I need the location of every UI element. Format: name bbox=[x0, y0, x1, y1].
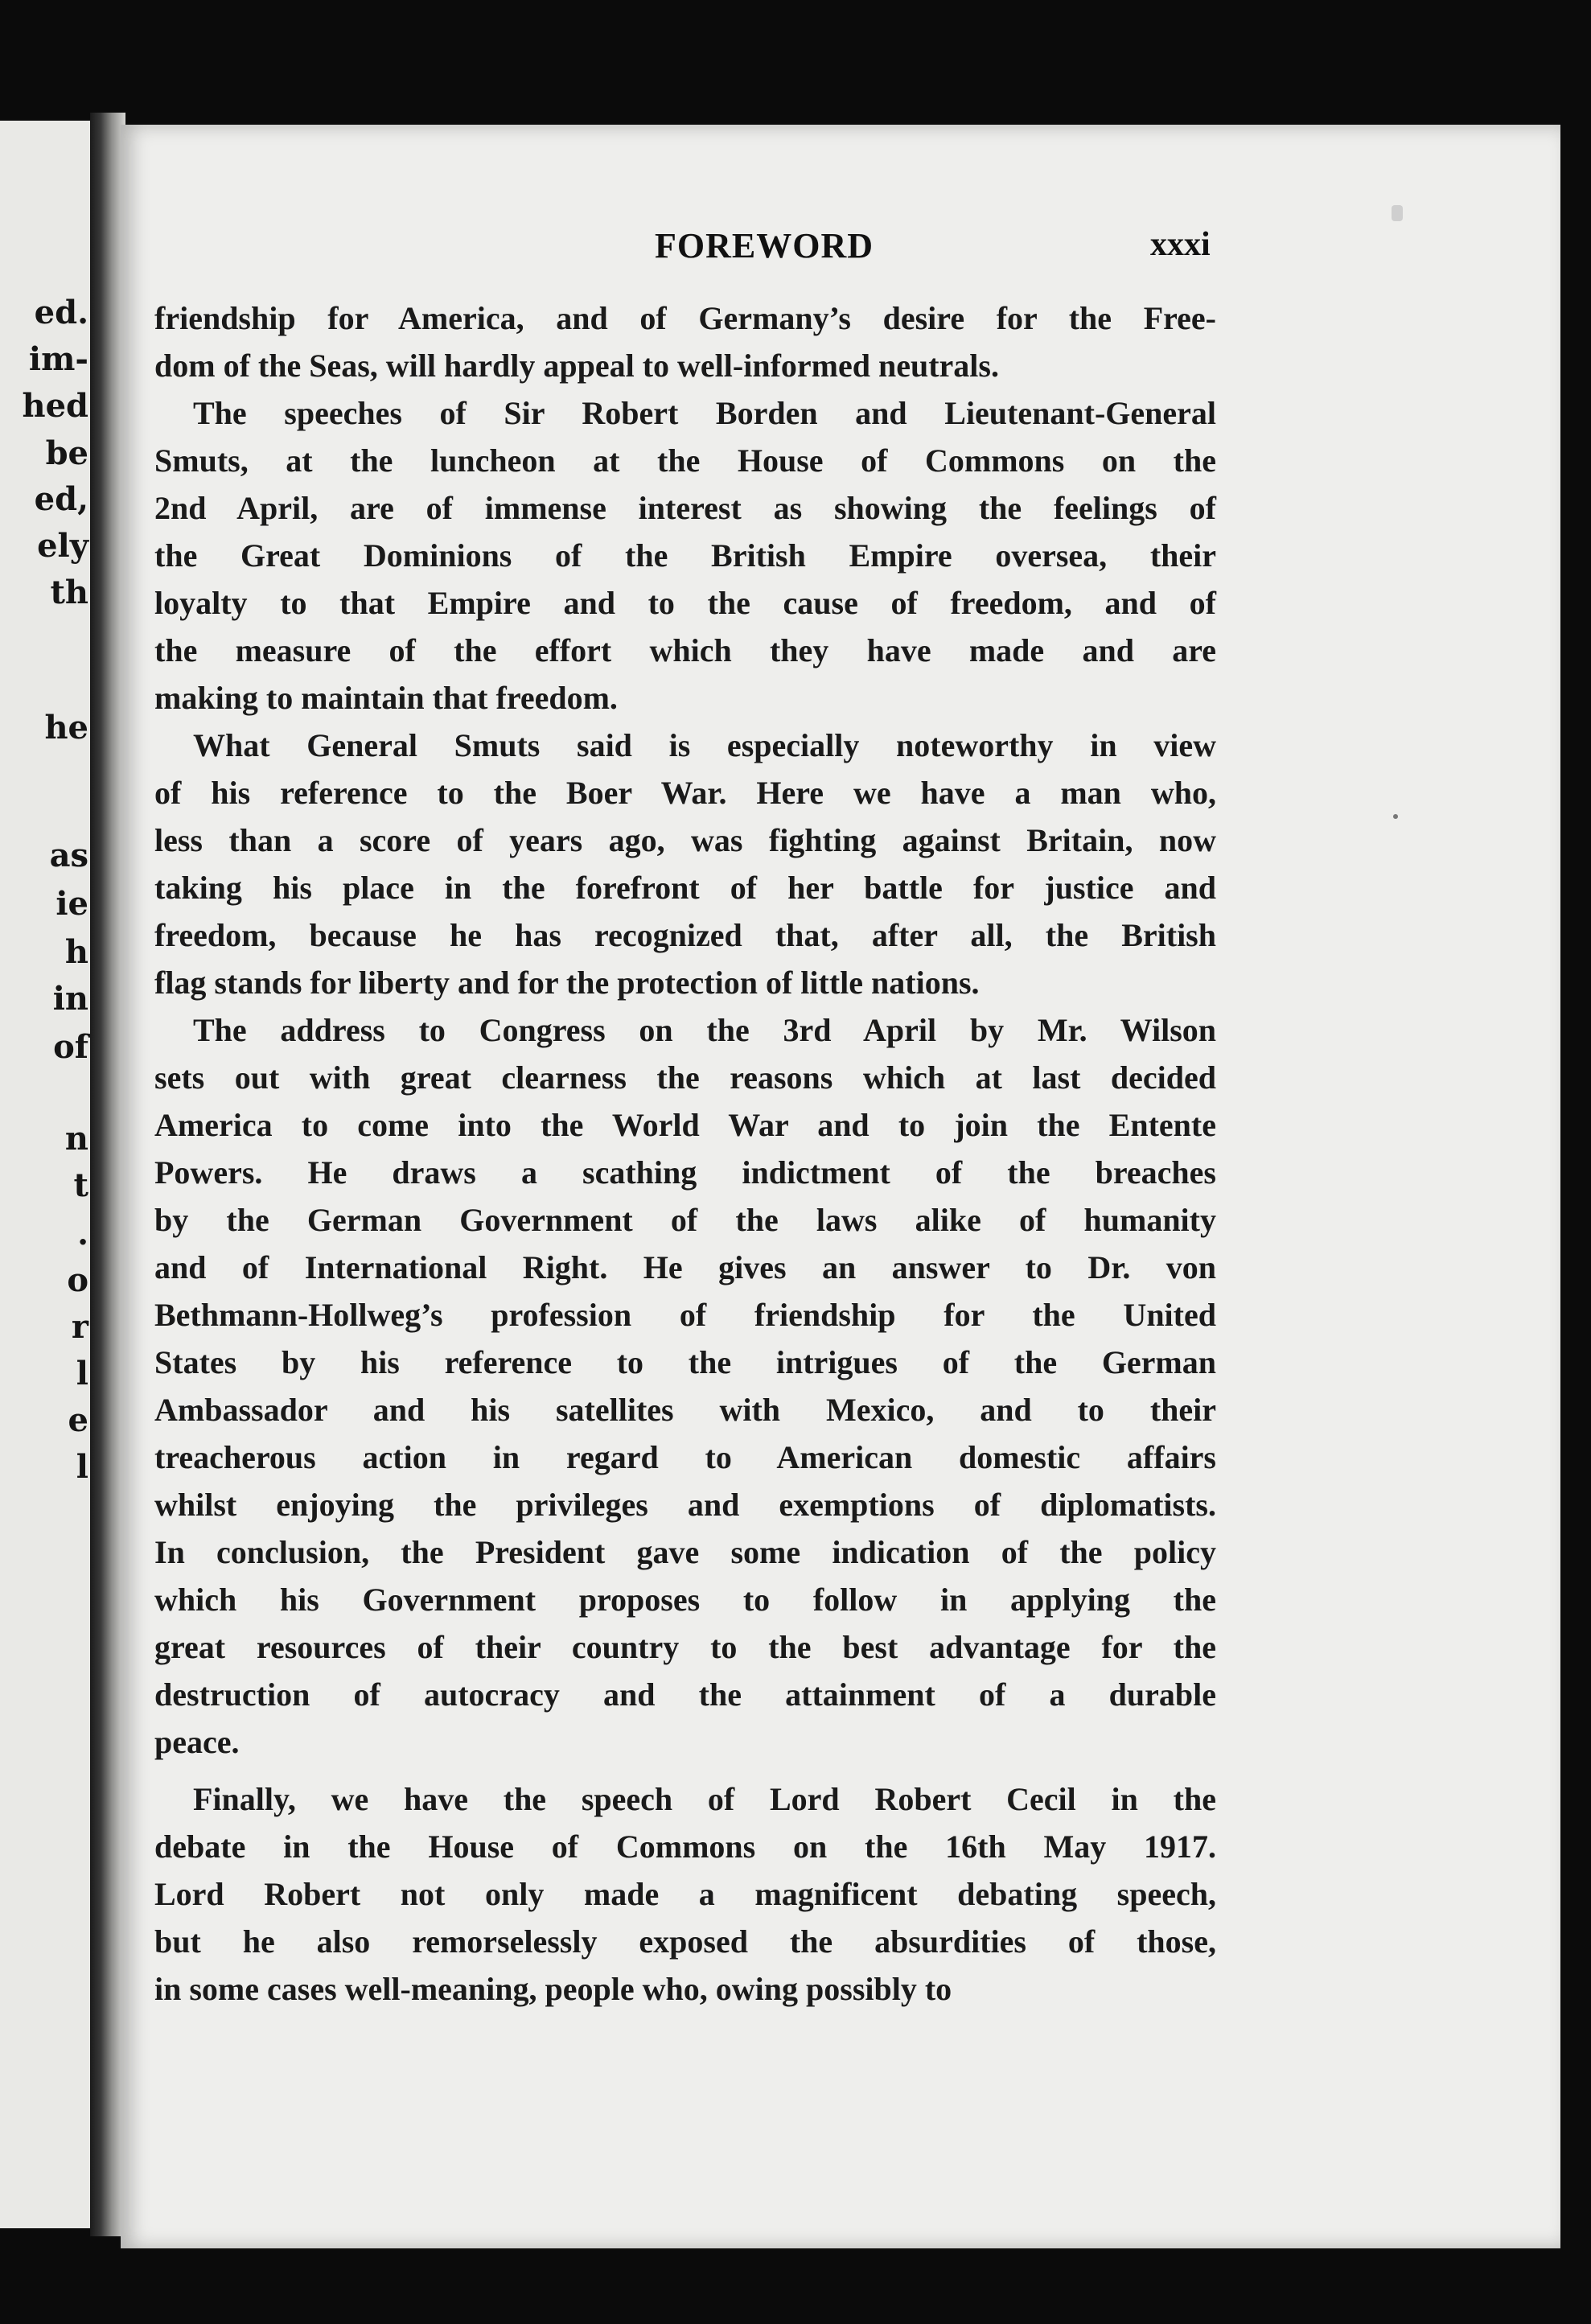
text-line: in some cases well-meaning, people who, owing possibly to bbox=[154, 1971, 952, 2007]
left-page-text-fragment: he bbox=[44, 709, 88, 747]
paragraph bbox=[154, 1006, 1216, 1766]
left-page-fragment bbox=[0, 121, 95, 2228]
text-line: making to maintain that freedom. bbox=[154, 680, 618, 716]
left-page-text-fragment: hed bbox=[22, 387, 88, 425]
page-speck bbox=[1392, 205, 1403, 221]
text-line: 2nd April, are of immense interest as showing the feelings of bbox=[154, 490, 1216, 526]
text-line: great resources of their country to the best advantage for the bbox=[154, 1629, 1216, 1665]
text-line: In conclusion, the President gave some indication of the policy bbox=[154, 1534, 1216, 1570]
paragraph bbox=[154, 389, 1216, 722]
paragraph bbox=[154, 722, 1216, 1006]
left-page-text-fragment: h bbox=[64, 933, 88, 971]
text-line: The speeches of Sir Robert Borden and Lieutenant-General bbox=[193, 395, 1216, 431]
text-line: and of International Right. He gives an answer to Dr. von bbox=[154, 1249, 1216, 1285]
text-line: sets out with great clearness the reasons which at last decided bbox=[154, 1059, 1216, 1096]
text-line: less than a score of years ago, was fighting against Britain, now bbox=[154, 822, 1216, 858]
text-line: Smuts, at the luncheon at the House of Commons on the bbox=[154, 442, 1216, 479]
text-line: treacherous action in regard to American domestic affairs bbox=[154, 1439, 1216, 1475]
text-line: destruction of autocracy and the attainment of a durable bbox=[154, 1676, 1216, 1713]
left-page-text-fragment: ie bbox=[56, 885, 88, 923]
left-page-text-fragment: ely bbox=[37, 527, 88, 565]
book-page bbox=[121, 125, 1560, 2248]
text-line: which his Government proposes to follow in applying the bbox=[154, 1582, 1216, 1618]
text-line: What General Smuts said is especially noteworthy in view bbox=[193, 727, 1216, 763]
text-line: whilst enjoying the privileges and exemptions of diplomatists. bbox=[154, 1487, 1216, 1523]
text-line: America to come into the World War and to join the Entente bbox=[154, 1107, 1216, 1143]
left-page-text-fragment: as bbox=[49, 837, 88, 874]
left-page-text-fragment: be bbox=[45, 434, 88, 472]
text-line: loyalty to that Empire and to the cause of freedom, and of bbox=[154, 585, 1216, 621]
text-line: freedom, because he has recognized that, after all, the British bbox=[154, 917, 1216, 953]
text-line: Bethmann-Hollweg’s profession of friendship for the United bbox=[154, 1297, 1216, 1333]
text-line: debate in the House of Commons on the 16th May 1917. bbox=[154, 1828, 1216, 1865]
text-line: States by his reference to the intrigues of the German bbox=[154, 1344, 1216, 1380]
text-line: but he also remorselessly exposed the absurdities of those, bbox=[154, 1923, 1216, 1960]
text-line: Powers. He draws a scathing indictment of the breaches bbox=[154, 1154, 1216, 1191]
page-speck bbox=[1393, 814, 1398, 819]
text-line: Lord Robert not only made a magnificent debating speech, bbox=[154, 1876, 1216, 1912]
running-title: FOREWORD bbox=[655, 226, 874, 265]
text-line: The address to Congress on the 3rd April by Mr. Wilson bbox=[193, 1012, 1216, 1048]
left-page-text-fragment: ed. bbox=[34, 294, 88, 331]
text-line: flag stands for liberty and for the protection of little nations. bbox=[154, 965, 980, 1001]
page-number: xxxi bbox=[1150, 226, 1211, 263]
left-page-text-fragment: r bbox=[71, 1308, 88, 1346]
paragraph bbox=[154, 294, 1216, 389]
text-line: Ambassador and his satellites with Mexico, and to their bbox=[154, 1392, 1216, 1428]
text-line: the Great Dominions of the British Empire oversea, their bbox=[154, 537, 1216, 574]
text-line: Finally, we have the speech of Lord Robert Cecil in the bbox=[193, 1781, 1216, 1817]
body-text bbox=[154, 294, 1216, 2013]
text-line: taking his place in the forefront of her battle for justice and bbox=[154, 870, 1216, 906]
paragraph bbox=[154, 1775, 1216, 2013]
left-page-text-fragment: l bbox=[76, 1355, 88, 1392]
left-page-text-fragment: im- bbox=[28, 340, 88, 378]
left-page-text-fragment: in bbox=[52, 980, 88, 1018]
left-page-text-fragment: t bbox=[73, 1166, 88, 1204]
text-line: dom of the Seas, will hardly appeal to well-informed neutrals. bbox=[154, 348, 999, 384]
text-line: of his reference to the Boer War. Here we have a man who, bbox=[154, 775, 1216, 811]
left-page-text-fragment: ed, bbox=[34, 480, 88, 518]
text-line: friendship for America, and of Germany’s desire for the Free- bbox=[154, 300, 1216, 336]
left-page-text-fragment: n bbox=[64, 1120, 88, 1158]
text-line: by the German Government of the laws alike of humanity bbox=[154, 1202, 1216, 1238]
left-page-text-fragment: th bbox=[50, 574, 88, 611]
left-page-text-fragment: e bbox=[68, 1401, 88, 1439]
page-header bbox=[121, 225, 1560, 274]
left-page-text-fragment: of bbox=[53, 1028, 88, 1066]
text-line: the measure of the effort which they have made and are bbox=[154, 632, 1216, 668]
left-page-text-fragment: . bbox=[77, 1215, 88, 1252]
left-page-text-fragment: l bbox=[76, 1448, 88, 1486]
text-line: peace. bbox=[154, 1724, 240, 1760]
left-page-text-fragment: o bbox=[67, 1261, 88, 1299]
